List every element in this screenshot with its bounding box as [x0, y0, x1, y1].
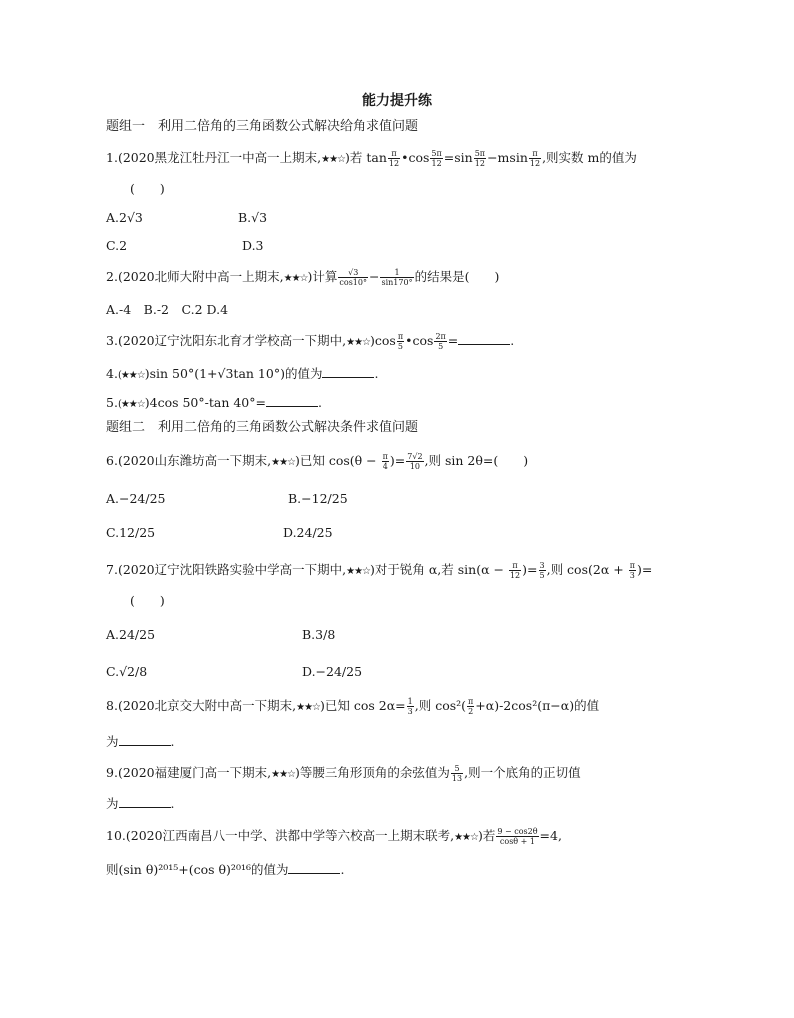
- answer-paren: ( ): [130, 593, 165, 608]
- answer-blank: [119, 795, 171, 808]
- option-b: B.√3: [238, 210, 268, 225]
- option-a: A.24/25: [106, 627, 156, 642]
- answer-blank: [288, 861, 340, 874]
- question-4: 4.(★★☆)sin 50°(1+√3tan 10°)的值为 .: [106, 366, 379, 381]
- question-8: 8.(2020北京交大附中高一下期末,★★☆)已知 cos 2α= $\frac{1}{3}$ ,则 cos²( $\frac{\pi}{2}$ +α)-2cos²(π−α)的值: [106, 697, 600, 716]
- answer-blank: [458, 332, 510, 345]
- question-9: 9.(2020福建厦门高一下期末,★★☆)等腰三角形顶角的余弦值为 $\frac{5}{13}$ ,则一个底角的正切值: [106, 764, 581, 783]
- difficulty-stars-icon: ★★☆: [271, 457, 296, 468]
- difficulty-stars-icon: ★★☆: [271, 769, 296, 780]
- option-b: B.−12/25: [288, 491, 348, 506]
- difficulty-stars-icon: ★★☆: [454, 832, 478, 843]
- difficulty-stars-icon: (★★☆: [117, 370, 145, 381]
- option-a: A.−24/25: [106, 491, 166, 506]
- page-title: 能力提升练: [362, 93, 432, 109]
- answer-blank: [119, 733, 171, 746]
- difficulty-stars-icon: ★★☆: [346, 337, 371, 348]
- question-9-line2: 为 .: [106, 796, 175, 811]
- group-heading-1: 题组一 利用二倍角的三角函数公式解决给角求值问题: [106, 119, 419, 134]
- option-d: D.24/25: [283, 525, 333, 540]
- difficulty-stars-icon: ★★☆: [346, 566, 371, 577]
- option-c: C.√2/8: [106, 664, 148, 679]
- option-c: C.2: [106, 238, 128, 253]
- option-d: D.−24/25: [302, 664, 363, 679]
- group-heading-2: 题组二 利用二倍角的三角函数公式解决条件求值问题: [106, 420, 419, 435]
- option-d: D.3: [242, 238, 264, 253]
- difficulty-stars-icon: ★★☆: [296, 702, 321, 713]
- question-2: 2.(2020北师大附中高一上期末,★★☆)计算 $\frac{√3}{\cos 10^\circ}$ − $\frac{1}{\sin 170^\circ}$ 的结果是( ): [106, 268, 500, 287]
- question-8-line2: 为 .: [106, 734, 175, 749]
- question-1: 1.(2020黑龙江牡丹江一中高一上期末,★★☆)若 tan $\frac{\pi}{12}$ •cos $\frac{5\pi}{12}$ =sin $\frac{5\pi}{12}$ −msin $\frac{\pi}{12}$ ,则实数 m的值为: [106, 149, 637, 168]
- question-7: 7.(2020辽宁沈阳铁路实验中学高一下期中,★★☆)对于锐角 α,若 sin(α − $\frac{\pi}{12}$ )= $\frac{3}{5}$ ,则 cos(2α + $\frac{\pi}{3}$ )=: [106, 561, 653, 580]
- difficulty-stars-icon: ★★☆: [321, 154, 346, 165]
- question-6: 6.(2020山东潍坊高一下期末,★★☆)已知 cos(θ − $\frac{\pi}{4}$ )= $\frac{7√2}{10}$ ,则 sin 2θ=( ): [106, 452, 529, 471]
- difficulty-stars-icon: ★★☆: [283, 273, 308, 284]
- options-q2: A.-4 B.-2 C.2 D.4: [106, 302, 229, 317]
- question-10: 10.(2020江西南昌八一中学、洪都中学等六校高一上期末联考,★★☆)若 $\frac{9 - \cos 2\theta}{\cos\theta + 1}$ =4,: [106, 827, 562, 846]
- answer-blank: [322, 365, 374, 378]
- difficulty-stars-icon: (★★☆: [117, 399, 145, 410]
- answer-paren: ( ): [130, 181, 165, 196]
- question-10-line2: 则(sin θ)²⁰¹⁵+(cos θ)²⁰¹⁶的值为 .: [106, 862, 345, 877]
- question-3: 3.(2020辽宁沈阳东北育才学校高一下期中,★★☆)cos $\frac{\pi}{5}$ •cos $\frac{2\pi}{5}$ = .: [106, 332, 515, 351]
- question-5: 5.(★★☆)4cos 50°-tan 40°= .: [106, 395, 322, 410]
- option-a: A.2√3: [106, 210, 143, 225]
- option-b: B.3/8: [302, 627, 336, 642]
- answer-blank: [266, 394, 318, 407]
- option-c: C.12/25: [106, 525, 156, 540]
